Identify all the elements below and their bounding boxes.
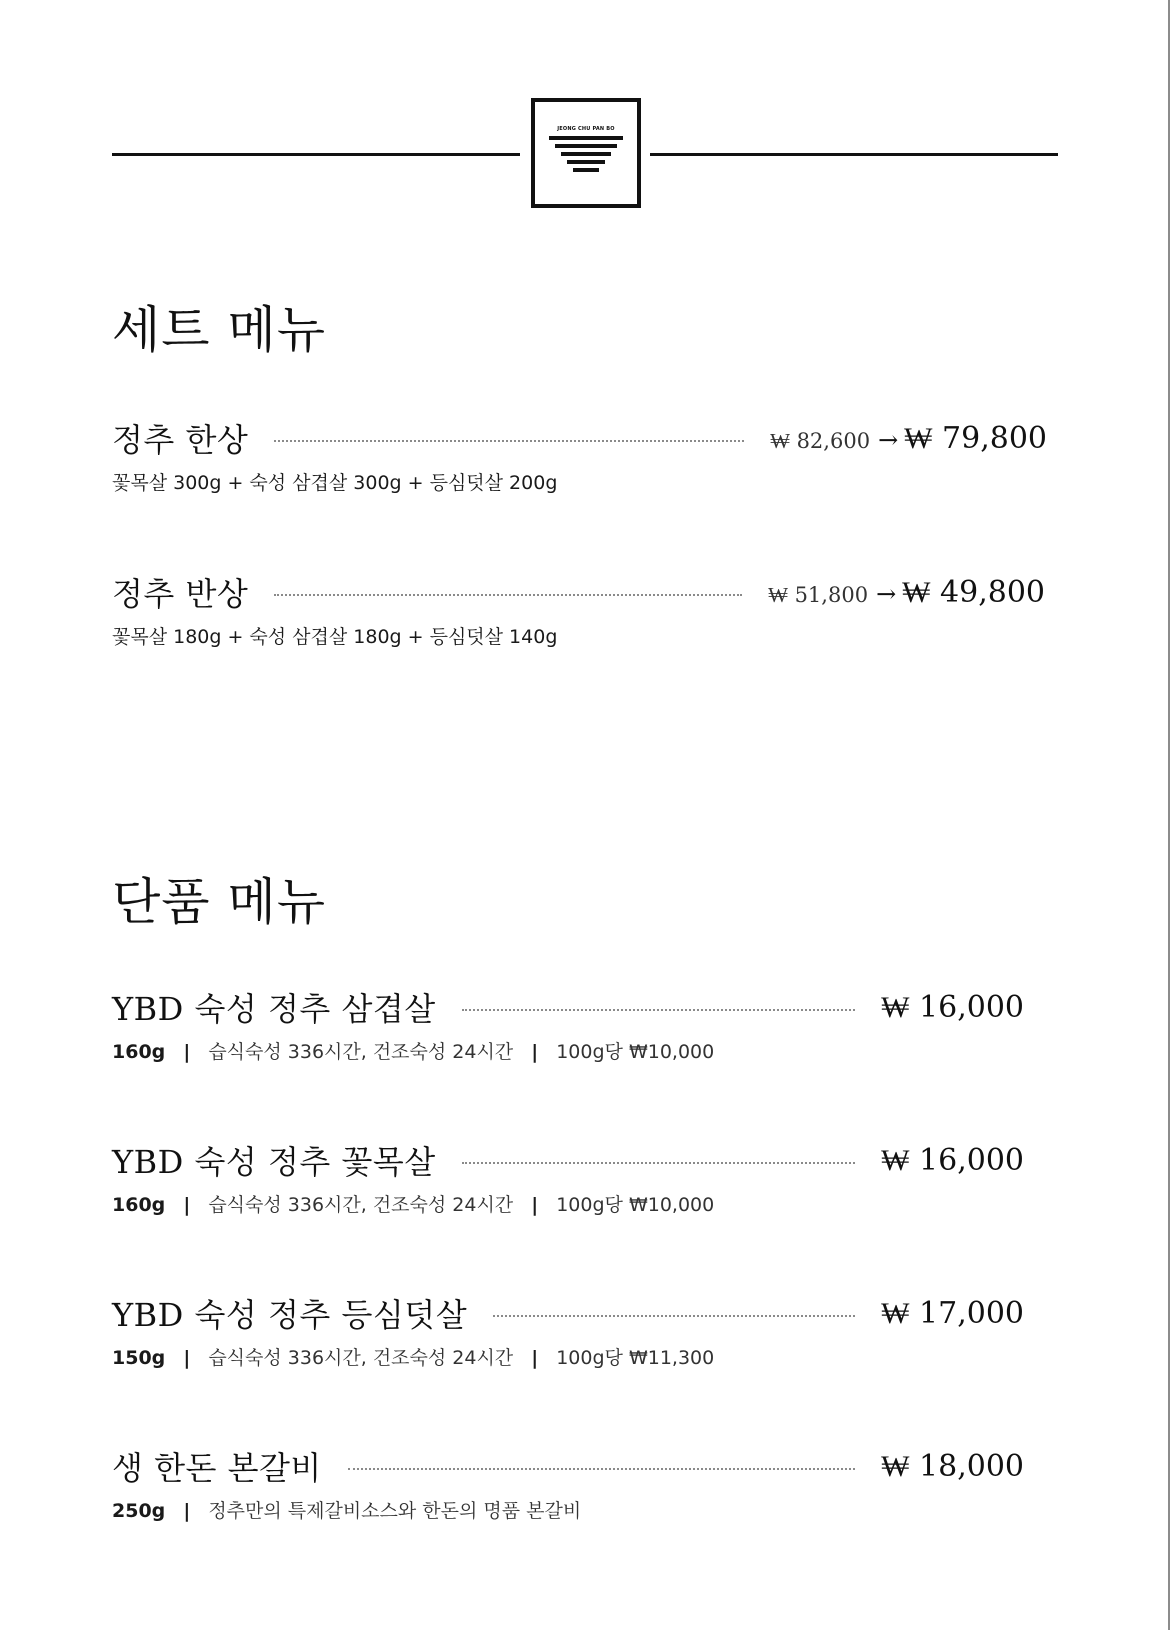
item-price: ₩ 16,000 — [881, 989, 1024, 1025]
item-description — [112, 1037, 1024, 1064]
original-price: ₩ 82,600 — [770, 428, 871, 453]
item-name: YBD 숙성 정추 삼겹살 — [112, 990, 436, 1028]
arrow-right-icon: → — [878, 425, 899, 454]
item-description — [112, 622, 1045, 649]
item-price: ₩ 18,000 — [881, 1448, 1024, 1484]
separator: | — [531, 1194, 539, 1216]
dotted-leader — [462, 1162, 855, 1164]
price-group — [768, 575, 1045, 610]
composition-text: 꽃목살 180g + 숙성 삼겹살 180g + 등심덧살 140g — [112, 626, 558, 648]
header-rule-left — [112, 153, 520, 156]
separator: | — [183, 1041, 191, 1063]
item-description — [112, 1496, 1024, 1523]
item-weight: 250g — [112, 1500, 166, 1522]
aging-info: 습식숙성 336시간, 건조숙성 24시간 — [208, 1194, 514, 1216]
composition-text: 꽃목살 300g + 숙성 삼겹살 300g + 등심덧살 200g — [112, 472, 558, 494]
item-description — [112, 468, 1047, 495]
separator: | — [183, 1347, 191, 1369]
aging-info: 습식숙성 336시간, 건조숙성 24시간 — [208, 1347, 514, 1369]
separator: | — [183, 1500, 191, 1522]
item-price: ₩ 17,000 — [881, 1295, 1024, 1331]
single-menu-item-neck — [112, 1138, 1024, 1217]
set-menu-title: 세트 메뉴 — [112, 301, 327, 359]
item-description — [112, 1343, 1024, 1370]
item-name: YBD 숙성 정추 등심덧살 — [112, 1296, 468, 1334]
logo-bars — [535, 136, 637, 176]
sale-price: ₩ 49,800 — [902, 574, 1045, 610]
unit-price: 100g당 ₩10,000 — [556, 1041, 715, 1063]
separator: | — [531, 1041, 539, 1063]
original-price: ₩ 51,800 — [768, 582, 869, 607]
single-menu-item-sirloin — [112, 1291, 1024, 1370]
set-menu-item-bansang — [112, 570, 1045, 649]
single-menu-item-galbi — [112, 1444, 1024, 1523]
item-price: ₩ 16,000 — [881, 1142, 1024, 1178]
header-rule-right — [650, 153, 1058, 156]
arrow-right-icon: → — [876, 579, 897, 608]
item-weight: 150g — [112, 1347, 166, 1369]
dotted-leader — [348, 1468, 855, 1470]
logo-text: JEONG CHU PAN BO — [557, 126, 615, 132]
dotted-leader — [462, 1009, 855, 1011]
item-name: 생 한돈 본갈비 — [112, 1449, 322, 1487]
dotted-leader — [274, 594, 742, 596]
dotted-leader — [493, 1315, 855, 1317]
set-menu-item-hansang — [112, 416, 1047, 495]
item-notes: 정추만의 특제갈비소스와 한돈의 명품 본갈비 — [208, 1500, 582, 1522]
aging-info: 습식숙성 336시간, 건조숙성 24시간 — [208, 1041, 514, 1063]
single-menu-title: 단품 메뉴 — [112, 873, 327, 931]
brand-logo — [531, 98, 641, 208]
unit-price: 100g당 ₩10,000 — [556, 1194, 715, 1216]
item-name: YBD 숙성 정추 꽃목살 — [112, 1143, 436, 1181]
separator: | — [183, 1194, 191, 1216]
price-group — [770, 421, 1047, 456]
item-description — [112, 1190, 1024, 1217]
unit-price: 100g당 ₩11,300 — [556, 1347, 715, 1369]
item-name: 정추 한상 — [112, 421, 249, 459]
dotted-leader — [274, 440, 744, 442]
item-weight: 160g — [112, 1194, 166, 1216]
sale-price: ₩ 79,800 — [904, 420, 1047, 456]
separator: | — [531, 1347, 539, 1369]
single-menu-item-pork-belly — [112, 985, 1024, 1064]
item-weight: 160g — [112, 1041, 166, 1063]
item-name: 정추 반상 — [112, 575, 249, 613]
